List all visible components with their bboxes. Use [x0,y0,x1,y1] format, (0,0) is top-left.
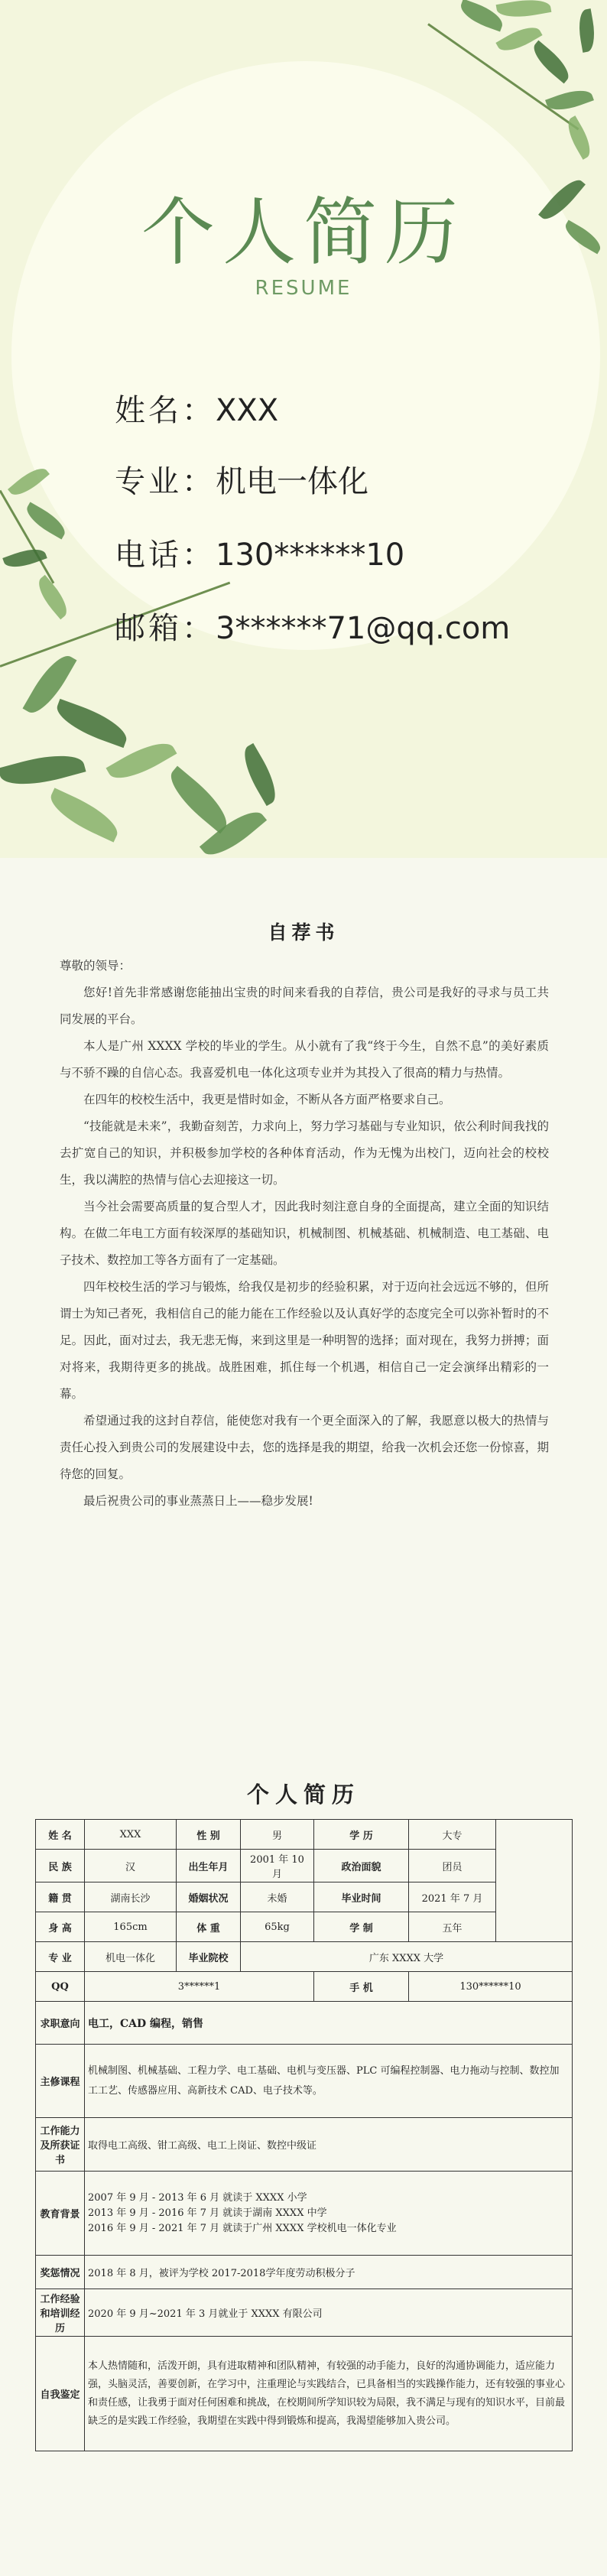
table-cell: 团员 [409,1850,496,1882]
photo-cell [496,1820,573,1942]
table-row [36,1912,573,1942]
table-cell: 籍 贯 [36,1882,85,1912]
table-cell: 政治面貌 [314,1850,409,1882]
section-label: 工作经验和培训经历 [36,2289,85,2337]
table-row [36,1882,573,1912]
letter-body [60,953,549,1515]
table-cell: 学 历 [314,1820,409,1850]
table-cell: 民 族 [36,1850,85,1882]
table-cell: 学 制 [314,1912,409,1942]
resume-title: 个人简历 [246,1782,360,1808]
resume-table [35,1819,573,2451]
section-label: 主修课程 [36,2045,85,2118]
table-cell: 出生年月 [177,1850,241,1882]
letter-paragraph: “技能就是未来”，我勤奋刻苦，力求向上，努力学习基础与专业知识，依公利时间我找的去扩宽自己的知识，并积极参加学校的各种体育活动，作为无愧为出校门，迈向社会的校校生，我以满腔的热情与信心去迎接这一切。 [60,1119,549,1187]
table-row [36,2256,573,2289]
cover-major-value: 机电一体化 [216,464,368,499]
table-row [36,2002,573,2045]
table-cell: 大专 [409,1820,496,1850]
section-value: 2020 年 9 月~2021 年 3 月就业于 XXXX 有限公司 [85,2289,573,2337]
letter-paragraph: 在四年的校校生活中，我更是惜时如金，不断从各方面严格要求自己。 [83,1093,451,1106]
table-cell: 毕业时间 [314,1882,409,1912]
table-row [36,2337,573,2451]
table-row [36,2289,573,2337]
table-row [36,2118,573,2172]
letter-paragraph: 当今社会需要高质量的复合型人才，因此我时刻注意自身的全面提高，建立全面的知识结构。在做二年电工方面有较深厚的基础知识，机械制图、机械基础、机械制造、电工基础、电子技术、数控加工等各方面有了一定基础。 [60,1200,549,1267]
table-row [36,1850,573,1882]
letter-salutation: 尊敬的领导： [60,959,131,973]
table-cell: 男 [241,1820,314,1850]
table-row [36,2045,573,2118]
section-value: 本人热情随和，活泼开朗，具有进取精神和团队精神，有较强的动手能力，良好的沟通协调能力，适应能力强，头脑灵活，善要创新，在学习中，注重理论与实践结合，已具备相当的实践操作能力，还有较强的事业心和责任感，让我勇于面对任何困难和挑战，在校期间所学知识较为局限，我不满足与现有的知识水平，目前最缺乏的是实践工作经验，我期望在实践中得到锻炼和提高，我渴望能够加入贵公司。 [85,2337,573,2451]
section-label: 求职意向 [36,2002,85,2045]
cover-phone-label: 电话： [115,538,216,573]
table-row [36,1820,573,1850]
section-label: 自我鉴定 [36,2337,85,2451]
table-cell: 65kg [241,1912,314,1942]
table-cell: 姓 名 [36,1820,85,1850]
section-value: 2007 年 9 月 - 2013 年 6 月 就读于 XXXX 小学 2013 年 9 月 - 2016 年 7 月 就读于湖南 XXXX 中学 2016 年 9 月 - 2021 年 7 月 就读于广州 XXXX 学校机电一体化专业 [85,2172,573,2256]
table-cell: 机电一体化 [85,1942,177,1972]
table-cell: 广东 XXXX 大学 [241,1942,573,1972]
cover-phone-field [115,531,404,574]
table-cell: 婚姻状况 [177,1882,241,1912]
table-cell: 130******10 [409,1972,573,2002]
cover-email-label: 邮箱： [115,611,216,646]
table-cell: 体 重 [177,1912,241,1942]
table-cell: 汉 [85,1850,177,1882]
table-cell: 性 别 [177,1820,241,1850]
cover-email-value: 3******71@qq.com [216,611,511,646]
cover-title: 个人简历 [141,190,466,275]
section-value: 电工，CAD 编程，销售 [85,2002,573,2045]
cover-name-value: XXX [216,393,279,428]
cover-phone-value: 130******10 [216,538,405,573]
table-cell: 未婚 [241,1882,314,1912]
letter-paragraph: 希望通过我的这封自荐信，能使您对我有一个更全面深入的了解，我愿意以极大的热情与责任心投入到贵公司的发展建设中去，您的选择是我的期望，给我一次机会还您一份惊喜，期待您的回复。 [60,1414,549,1481]
table-row [36,1972,573,2002]
table-cell: 3******1 [85,1972,314,2002]
table-cell: 手 机 [314,1972,409,2002]
table-row [36,1942,573,1972]
table-row [36,2172,573,2256]
cover-subtitle: RESUME [255,277,352,300]
section-value: 机械制图、机械基础、工程力学、电工基础、电机与变压器、PLC 可编程控制器、电力拖动与控制、数控加工工艺、传感器应用、高新技术 CAD、电子技术等。 [85,2045,573,2118]
table-cell: 毕业院校 [177,1942,241,1972]
letter-paragraph: 您好!首先非常感谢您能抽出宝贵的时间来看我的自荐信，贵公司是我好的寻求与员工共同发展的平台。 [60,986,549,1026]
table-cell: QQ [36,1972,85,2002]
section-value: 取得电工高级、钳工高级、电工上岗证、数控中级证 [85,2118,573,2172]
cover-name-field [115,386,278,430]
cover-major-field [115,457,368,501]
cover-letter-page [0,858,607,1726]
table-cell: XXX [85,1820,177,1850]
section-value: 2018 年 8 月，被评为学校 2017-2018学年度劳动积极分子 [85,2256,573,2289]
cover-page [0,0,607,858]
cover-major-label: 专业： [115,464,216,499]
cover-email-field [115,604,510,648]
letter-title: 自荐书 [268,921,339,944]
table-cell: 专 业 [36,1942,85,1972]
letter-paragraph: 本人是广州 XXXX 学校的毕业的学生。从小就有了我“终于今生，自然不息”的美好素质与不骄不躁的自信心态。我喜爱机电一体化这项专业并为其投入了很高的精力与热情。 [60,1039,549,1080]
table-cell: 2021 年 7 月 [409,1882,496,1912]
table-cell: 五年 [409,1912,496,1942]
section-label: 教育背景 [36,2172,85,2256]
resume-table-page [0,1726,607,2576]
letter-paragraph: 最后祝贵公司的事业蒸蒸日上——稳步发展! [83,1494,313,1508]
letter-paragraph: 四年校校生活的学习与锻炼，给我仅是初步的经验积累，对于迈向社会远远不够的，但所谓士为知己者死，我相信自己的能力能在工作经验以及认真好学的态度完全可以弥补暂时的不足。因此，面对过去，我无悲无悔，来到这里是一种明智的选择；面对现在，我努力拼搏；面对将来，我期待更多的挑战。战胜困难，抓住每一个机遇，相信自己一定会演绎出精彩的一幕。 [60,1280,549,1401]
table-cell: 湖南长沙 [85,1882,177,1912]
table-cell: 165cm [85,1912,177,1942]
section-label: 工作能力及所获证书 [36,2118,85,2172]
table-cell: 身 高 [36,1912,85,1942]
table-cell: 2001 年 10 月 [241,1850,314,1882]
cover-name-label: 姓名： [115,393,216,428]
section-label: 奖惩情况 [36,2256,85,2289]
